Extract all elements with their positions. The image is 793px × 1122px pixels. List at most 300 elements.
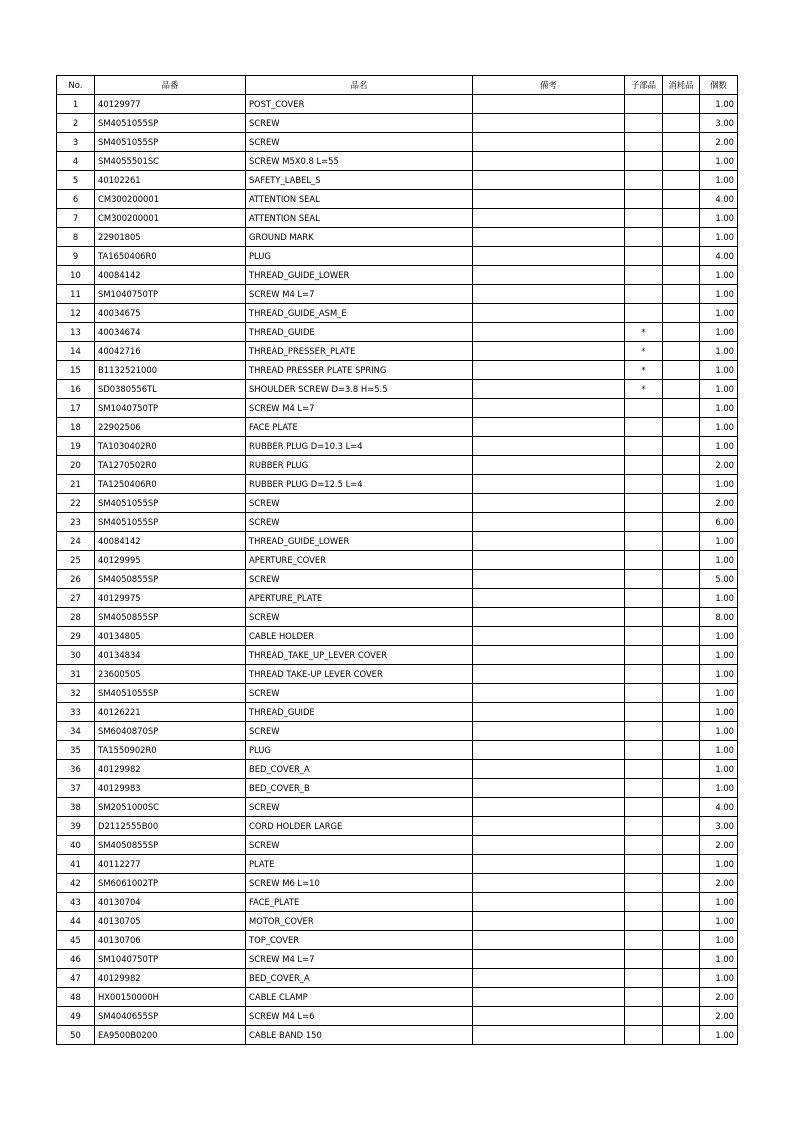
cell-part-number: HX00150000H [95, 988, 246, 1007]
cell-quantity: 1.00 [700, 304, 738, 323]
cell-part-name: POST_COVER [246, 95, 473, 114]
cell-sub-part [625, 437, 663, 456]
cell-quantity: 1.00 [700, 209, 738, 228]
table-row [57, 722, 738, 741]
cell-sub-part [625, 152, 663, 171]
cell-sub-part [625, 874, 663, 893]
cell-consumable [663, 969, 700, 988]
cell-part-number: TA1270502R0 [95, 456, 246, 475]
cell-no: 49 [57, 1007, 95, 1026]
cell-part-name: SCREW [246, 513, 473, 532]
table-row [57, 627, 738, 646]
cell-sub-part [625, 551, 663, 570]
header-quantity: 個数 [700, 76, 738, 95]
cell-remarks [473, 418, 625, 437]
cell-quantity: 2.00 [700, 1007, 738, 1026]
cell-quantity: 3.00 [700, 817, 738, 836]
cell-part-number: SM4051055SP [95, 513, 246, 532]
cell-consumable [663, 779, 700, 798]
cell-consumable [663, 247, 700, 266]
cell-no: 50 [57, 1026, 95, 1045]
cell-consumable [663, 532, 700, 551]
cell-quantity: 4.00 [700, 190, 738, 209]
cell-part-number: 22902506 [95, 418, 246, 437]
cell-sub-part [625, 304, 663, 323]
cell-no: 1 [57, 95, 95, 114]
cell-consumable [663, 646, 700, 665]
table-row [57, 836, 738, 855]
cell-consumable [663, 304, 700, 323]
cell-no: 2 [57, 114, 95, 133]
cell-consumable [663, 190, 700, 209]
cell-part-number: 40129975 [95, 589, 246, 608]
table-row [57, 513, 738, 532]
cell-quantity: 1.00 [700, 266, 738, 285]
cell-remarks [473, 646, 625, 665]
cell-part-number: 40034675 [95, 304, 246, 323]
cell-no: 16 [57, 380, 95, 399]
cell-no: 30 [57, 646, 95, 665]
cell-consumable [663, 570, 700, 589]
cell-part-number: SD0380556TL [95, 380, 246, 399]
cell-quantity: 1.00 [700, 437, 738, 456]
cell-remarks [473, 703, 625, 722]
cell-part-number: SM1040750TP [95, 950, 246, 969]
cell-quantity: 1.00 [700, 95, 738, 114]
cell-consumable [663, 114, 700, 133]
cell-remarks [473, 950, 625, 969]
cell-consumable [663, 627, 700, 646]
cell-remarks [473, 361, 625, 380]
cell-no: 37 [57, 779, 95, 798]
cell-quantity: 1.00 [700, 627, 738, 646]
cell-part-name: TOP_COVER [246, 931, 473, 950]
cell-no: 4 [57, 152, 95, 171]
cell-part-number: D2112555B00 [95, 817, 246, 836]
parts-table-body [57, 95, 738, 1045]
cell-no: 39 [57, 817, 95, 836]
cell-remarks [473, 399, 625, 418]
cell-quantity: 4.00 [700, 798, 738, 817]
cell-part-name: PLUG [246, 247, 473, 266]
cell-part-number: SM4051055SP [95, 114, 246, 133]
cell-sub-part [625, 228, 663, 247]
cell-part-name: SCREW M6 L=10 [246, 874, 473, 893]
cell-sub-part [625, 513, 663, 532]
cell-consumable [663, 152, 700, 171]
cell-part-number: TA1030402R0 [95, 437, 246, 456]
table-row [57, 684, 738, 703]
cell-consumable [663, 855, 700, 874]
cell-consumable [663, 665, 700, 684]
cell-remarks [473, 570, 625, 589]
cell-remarks [473, 95, 625, 114]
cell-part-number: 40084142 [95, 532, 246, 551]
cell-no: 3 [57, 133, 95, 152]
cell-sub-part [625, 703, 663, 722]
cell-part-name: CABLE BAND 150 [246, 1026, 473, 1045]
cell-part-number: 40134805 [95, 627, 246, 646]
table-row [57, 418, 738, 437]
cell-no: 29 [57, 627, 95, 646]
cell-no: 12 [57, 304, 95, 323]
cell-part-number: TA1550902R0 [95, 741, 246, 760]
table-row [57, 969, 738, 988]
table-row [57, 532, 738, 551]
cell-part-name: THREAD PRESSER PLATE SPRING [246, 361, 473, 380]
cell-no: 24 [57, 532, 95, 551]
cell-no: 15 [57, 361, 95, 380]
cell-part-number: 40129982 [95, 760, 246, 779]
cell-sub-part [625, 209, 663, 228]
cell-quantity: 1.00 [700, 323, 738, 342]
cell-part-number: EA9500B0200 [95, 1026, 246, 1045]
cell-consumable [663, 95, 700, 114]
cell-quantity: 1.00 [700, 912, 738, 931]
cell-consumable [663, 342, 700, 361]
table-row [57, 912, 738, 931]
cell-consumable [663, 893, 700, 912]
cell-no: 14 [57, 342, 95, 361]
header-part-number: 品番 [95, 76, 246, 95]
cell-no: 26 [57, 570, 95, 589]
cell-remarks [473, 171, 625, 190]
cell-remarks [473, 551, 625, 570]
cell-quantity: 1.00 [700, 1026, 738, 1045]
cell-sub-part [625, 931, 663, 950]
parts-list-table [56, 75, 738, 1045]
cell-quantity: 1.00 [700, 646, 738, 665]
cell-consumable [663, 836, 700, 855]
cell-remarks [473, 152, 625, 171]
cell-quantity: 1.00 [700, 380, 738, 399]
cell-remarks [473, 798, 625, 817]
cell-part-number: 40130704 [95, 893, 246, 912]
cell-part-name: THREAD_GUIDE [246, 323, 473, 342]
cell-consumable [663, 1026, 700, 1045]
table-row [57, 988, 738, 1007]
cell-consumable [663, 494, 700, 513]
cell-part-number: 40134834 [95, 646, 246, 665]
cell-consumable [663, 703, 700, 722]
cell-part-number: CM300200001 [95, 209, 246, 228]
cell-no: 19 [57, 437, 95, 456]
table-row [57, 95, 738, 114]
cell-part-number: 40129995 [95, 551, 246, 570]
cell-part-number: SM4051055SP [95, 133, 246, 152]
cell-sub-part [625, 494, 663, 513]
cell-part-name: SCREW M4 L=7 [246, 399, 473, 418]
cell-part-number: 40084142 [95, 266, 246, 285]
cell-consumable [663, 931, 700, 950]
cell-part-number: 40129982 [95, 969, 246, 988]
cell-remarks [473, 513, 625, 532]
cell-remarks [473, 836, 625, 855]
cell-part-name: THREAD_TAKE_UP_LEVER COVER [246, 646, 473, 665]
cell-quantity: 1.00 [700, 779, 738, 798]
cell-part-number: TA1250406R0 [95, 475, 246, 494]
table-row [57, 399, 738, 418]
cell-sub-part [625, 456, 663, 475]
table-row [57, 361, 738, 380]
cell-part-number: SM6061002TP [95, 874, 246, 893]
cell-part-number: SM1040750TP [95, 285, 246, 304]
table-row [57, 741, 738, 760]
cell-quantity: 1.00 [700, 361, 738, 380]
table-row [57, 171, 738, 190]
cell-part-number: SM2051000SC [95, 798, 246, 817]
cell-quantity: 1.00 [700, 760, 738, 779]
cell-quantity: 4.00 [700, 247, 738, 266]
cell-part-number: 40129983 [95, 779, 246, 798]
cell-remarks [473, 1026, 625, 1045]
cell-quantity: 1.00 [700, 152, 738, 171]
cell-part-number: 40042716 [95, 342, 246, 361]
cell-no: 21 [57, 475, 95, 494]
cell-sub-part [625, 988, 663, 1007]
cell-consumable [663, 1007, 700, 1026]
cell-remarks [473, 266, 625, 285]
table-row [57, 133, 738, 152]
cell-part-name: SCREW M4 L=7 [246, 950, 473, 969]
cell-part-number: 40112277 [95, 855, 246, 874]
table-row [57, 1026, 738, 1045]
cell-remarks [473, 190, 625, 209]
cell-consumable [663, 228, 700, 247]
cell-part-name: BED_COVER_B [246, 779, 473, 798]
cell-no: 28 [57, 608, 95, 627]
cell-remarks [473, 627, 625, 646]
cell-consumable [663, 475, 700, 494]
cell-sub-part [625, 1026, 663, 1045]
table-header-row [57, 76, 738, 95]
table-row [57, 380, 738, 399]
cell-sub-part [625, 893, 663, 912]
cell-no: 25 [57, 551, 95, 570]
cell-part-name: CABLE CLAMP [246, 988, 473, 1007]
cell-sub-part [625, 190, 663, 209]
cell-consumable [663, 988, 700, 1007]
cell-part-number: SM4050855SP [95, 608, 246, 627]
cell-no: 38 [57, 798, 95, 817]
cell-sub-part [625, 95, 663, 114]
cell-consumable [663, 266, 700, 285]
cell-remarks [473, 209, 625, 228]
table-row [57, 551, 738, 570]
table-row [57, 950, 738, 969]
cell-part-name: SCREW [246, 722, 473, 741]
cell-remarks [473, 760, 625, 779]
cell-remarks [473, 722, 625, 741]
cell-part-name: CABLE HOLDER [246, 627, 473, 646]
cell-part-name: SCREW [246, 494, 473, 513]
cell-remarks [473, 912, 625, 931]
cell-remarks [473, 323, 625, 342]
cell-part-number: 23600505 [95, 665, 246, 684]
cell-sub-part [625, 266, 663, 285]
cell-remarks [473, 969, 625, 988]
cell-consumable [663, 722, 700, 741]
cell-part-name: SCREW [246, 608, 473, 627]
table-row [57, 285, 738, 304]
cell-consumable [663, 608, 700, 627]
header-part-name: 品名 [246, 76, 473, 95]
cell-sub-part [625, 285, 663, 304]
table-row [57, 342, 738, 361]
cell-quantity: 2.00 [700, 494, 738, 513]
cell-remarks [473, 589, 625, 608]
cell-sub-part [625, 912, 663, 931]
cell-remarks [473, 247, 625, 266]
cell-consumable [663, 874, 700, 893]
cell-no: 48 [57, 988, 95, 1007]
cell-sub-part [625, 741, 663, 760]
header-no: No. [57, 76, 95, 95]
table-row [57, 874, 738, 893]
cell-part-name: MOTOR_COVER [246, 912, 473, 931]
table-row [57, 779, 738, 798]
cell-remarks [473, 1007, 625, 1026]
cell-part-number: SM6040870SP [95, 722, 246, 741]
cell-remarks [473, 817, 625, 836]
cell-part-name: THREAD_GUIDE_ASM_E [246, 304, 473, 323]
cell-part-name: SCREW M4 L=7 [246, 285, 473, 304]
cell-part-name: RUBBER PLUG D=10.3 L=4 [246, 437, 473, 456]
cell-remarks [473, 494, 625, 513]
cell-no: 23 [57, 513, 95, 532]
cell-part-name: SAFETY_LABEL_S [246, 171, 473, 190]
table-row [57, 646, 738, 665]
cell-sub-part: * [625, 380, 663, 399]
cell-quantity: 1.00 [700, 399, 738, 418]
cell-consumable [663, 684, 700, 703]
cell-consumable [663, 912, 700, 931]
cell-remarks [473, 285, 625, 304]
cell-quantity: 1.00 [700, 969, 738, 988]
cell-part-name: GROUND MARK [246, 228, 473, 247]
cell-quantity: 5.00 [700, 570, 738, 589]
table-row [57, 456, 738, 475]
cell-sub-part [625, 589, 663, 608]
cell-part-number: 40126221 [95, 703, 246, 722]
table-row [57, 228, 738, 247]
cell-quantity: 1.00 [700, 171, 738, 190]
cell-no: 31 [57, 665, 95, 684]
cell-no: 40 [57, 836, 95, 855]
cell-part-number: SM4050855SP [95, 570, 246, 589]
cell-no: 13 [57, 323, 95, 342]
cell-sub-part [625, 684, 663, 703]
cell-no: 11 [57, 285, 95, 304]
cell-remarks [473, 114, 625, 133]
table-row [57, 817, 738, 836]
table-row [57, 608, 738, 627]
cell-part-number: 40130706 [95, 931, 246, 950]
cell-part-name: APERTURE_PLATE [246, 589, 473, 608]
cell-no: 5 [57, 171, 95, 190]
cell-remarks [473, 608, 625, 627]
table-row [57, 247, 738, 266]
cell-remarks [473, 456, 625, 475]
cell-quantity: 2.00 [700, 988, 738, 1007]
cell-quantity: 1.00 [700, 285, 738, 304]
cell-part-name: SCREW [246, 836, 473, 855]
cell-part-name: SCREW [246, 798, 473, 817]
cell-consumable [663, 551, 700, 570]
table-row [57, 665, 738, 684]
cell-quantity: 2.00 [700, 456, 738, 475]
cell-no: 33 [57, 703, 95, 722]
table-row [57, 437, 738, 456]
cell-part-name: SCREW M5X0.8 L=55 [246, 152, 473, 171]
cell-no: 10 [57, 266, 95, 285]
cell-part-name: PLUG [246, 741, 473, 760]
cell-consumable [663, 513, 700, 532]
cell-sub-part [625, 570, 663, 589]
cell-part-number: 40130705 [95, 912, 246, 931]
cell-sub-part [625, 836, 663, 855]
cell-sub-part [625, 722, 663, 741]
cell-part-name: RUBBER PLUG [246, 456, 473, 475]
cell-part-name: ATTENTION SEAL [246, 190, 473, 209]
cell-part-name: SCREW [246, 114, 473, 133]
cell-quantity: 1.00 [700, 950, 738, 969]
cell-no: 36 [57, 760, 95, 779]
cell-part-number: SM4050855SP [95, 836, 246, 855]
cell-quantity: 2.00 [700, 836, 738, 855]
table-row [57, 570, 738, 589]
cell-consumable [663, 817, 700, 836]
table-row [57, 304, 738, 323]
cell-remarks [473, 855, 625, 874]
cell-no: 9 [57, 247, 95, 266]
cell-part-name: THREAD TAKE-UP LEVER COVER [246, 665, 473, 684]
cell-sub-part [625, 627, 663, 646]
cell-consumable [663, 323, 700, 342]
cell-no: 41 [57, 855, 95, 874]
cell-sub-part [625, 817, 663, 836]
cell-remarks [473, 475, 625, 494]
cell-part-name: PLATE [246, 855, 473, 874]
cell-consumable [663, 285, 700, 304]
cell-sub-part [625, 418, 663, 437]
cell-part-name: BED_COVER_A [246, 760, 473, 779]
cell-quantity: 6.00 [700, 513, 738, 532]
cell-sub-part [625, 475, 663, 494]
cell-no: 17 [57, 399, 95, 418]
cell-no: 42 [57, 874, 95, 893]
header-consumable: 消耗品 [663, 76, 700, 95]
table-row [57, 1007, 738, 1026]
cell-consumable [663, 171, 700, 190]
cell-part-number: SM4040655SP [95, 1007, 246, 1026]
cell-no: 32 [57, 684, 95, 703]
cell-remarks [473, 874, 625, 893]
cell-remarks [473, 133, 625, 152]
cell-sub-part: * [625, 361, 663, 380]
table-row [57, 798, 738, 817]
cell-quantity: 1.00 [700, 684, 738, 703]
cell-quantity: 1.00 [700, 722, 738, 741]
table-row [57, 475, 738, 494]
cell-no: 47 [57, 969, 95, 988]
cell-part-number: SM4051055SP [95, 494, 246, 513]
cell-no: 35 [57, 741, 95, 760]
cell-sub-part [625, 760, 663, 779]
cell-consumable [663, 437, 700, 456]
header-remarks: 備考 [473, 76, 625, 95]
cell-no: 43 [57, 893, 95, 912]
